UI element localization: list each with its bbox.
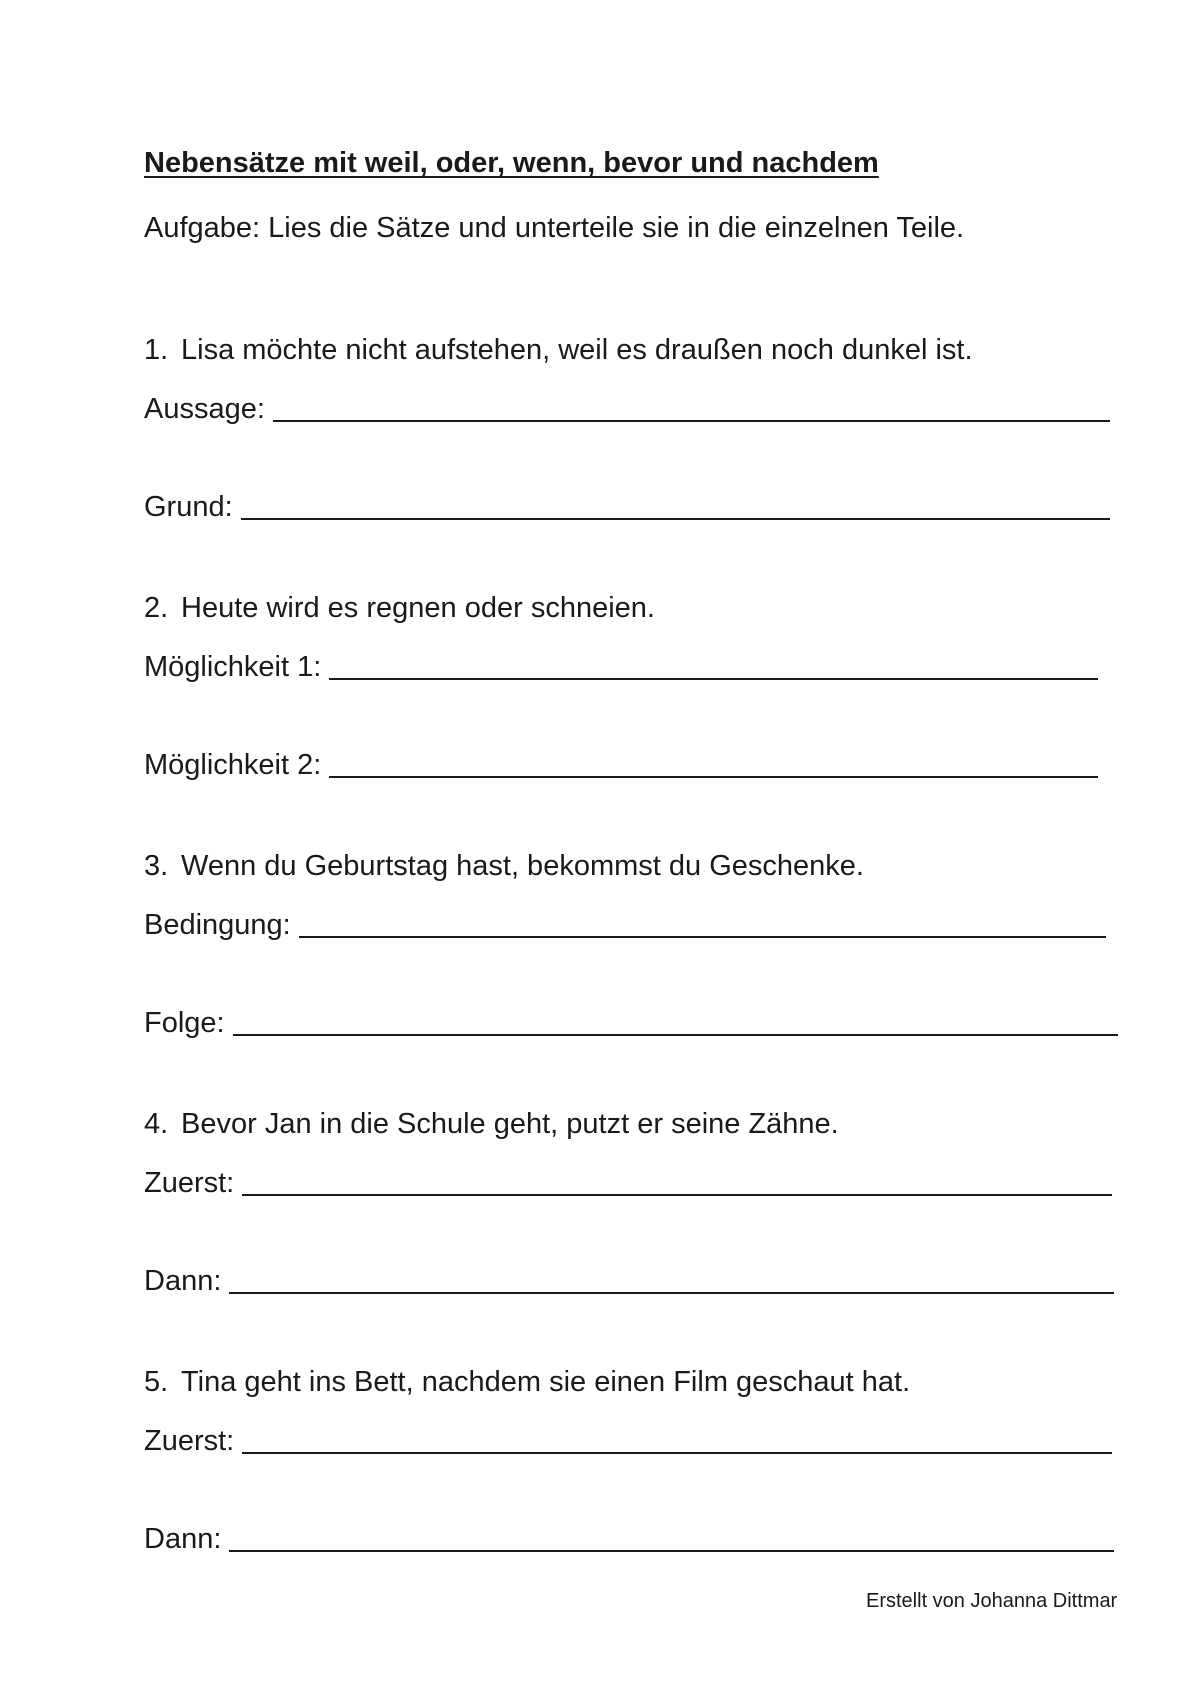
answer-line-aussage[interactable] — [273, 392, 1110, 422]
exercise-number: 2. — [144, 592, 169, 624]
answer-line-zuerst[interactable] — [242, 1424, 1112, 1454]
answer-row-moeglichkeit-1 — [144, 650, 1098, 684]
answer-label: Dann: — [144, 1265, 222, 1297]
answer-row-aussage — [144, 392, 1110, 426]
answer-label: Grund: — [144, 491, 233, 523]
worksheet-title: Nebensätze mit weil, oder, wenn, bevor und nachdem — [144, 147, 879, 179]
answer-label: Folge: — [144, 1007, 225, 1039]
answer-row-dann — [144, 1264, 1114, 1298]
answer-line-moeglichkeit-1[interactable] — [329, 650, 1098, 680]
answer-line-bedingung[interactable] — [299, 908, 1106, 938]
answer-label: Dann: — [144, 1523, 222, 1555]
exercise-sentence — [144, 850, 864, 883]
answer-row-bedingung — [144, 908, 1106, 942]
answer-row-folge — [144, 1006, 1118, 1040]
answer-line-dann[interactable] — [229, 1264, 1114, 1294]
answer-label: Zuerst: — [144, 1425, 235, 1457]
answer-label: Möglichkeit 2: — [144, 749, 322, 781]
answer-line-grund[interactable] — [241, 490, 1110, 520]
answer-line-moeglichkeit-2[interactable] — [329, 748, 1098, 778]
answer-label: Möglichkeit 1: — [144, 651, 322, 683]
author-credit: Erstellt von Johanna Dittmar — [866, 1590, 1118, 1612]
exercise-number: 1. — [144, 334, 169, 366]
sentence-text: Wenn du Geburtstag hast, bekommst du Geschenke. — [181, 850, 864, 882]
exercise-sentence — [144, 1108, 839, 1141]
exercise-sentence — [144, 592, 655, 625]
answer-label: Bedingung: — [144, 909, 291, 941]
answer-label: Zuerst: — [144, 1167, 235, 1199]
sentence-text: Heute wird es regnen oder schneien. — [181, 592, 655, 624]
answer-row-grund — [144, 490, 1110, 524]
task-instruction: Aufgabe: Lies die Sätze und unterteile sie in die einzelnen Teile. — [144, 212, 965, 244]
answer-label: Aussage: — [144, 393, 265, 425]
sentence-text: Bevor Jan in die Schule geht, putzt er seine Zähne. — [181, 1108, 839, 1140]
answer-line-dann[interactable] — [229, 1522, 1114, 1552]
sentence-text: Lisa möchte nicht aufstehen, weil es draußen noch dunkel ist. — [181, 334, 973, 366]
answer-line-folge[interactable] — [233, 1006, 1118, 1036]
exercise-sentence — [144, 334, 973, 367]
exercise-number: 3. — [144, 850, 169, 882]
answer-row-zuerst — [144, 1166, 1112, 1200]
exercise-number: 5. — [144, 1366, 169, 1398]
answer-row-dann — [144, 1522, 1114, 1556]
sentence-text: Tina geht ins Bett, nachdem sie einen Film geschaut hat. — [181, 1366, 911, 1398]
answer-row-zuerst — [144, 1424, 1112, 1458]
exercise-number: 4. — [144, 1108, 169, 1140]
answer-line-zuerst[interactable] — [242, 1166, 1112, 1196]
exercise-sentence — [144, 1366, 910, 1399]
answer-row-moeglichkeit-2 — [144, 748, 1098, 782]
